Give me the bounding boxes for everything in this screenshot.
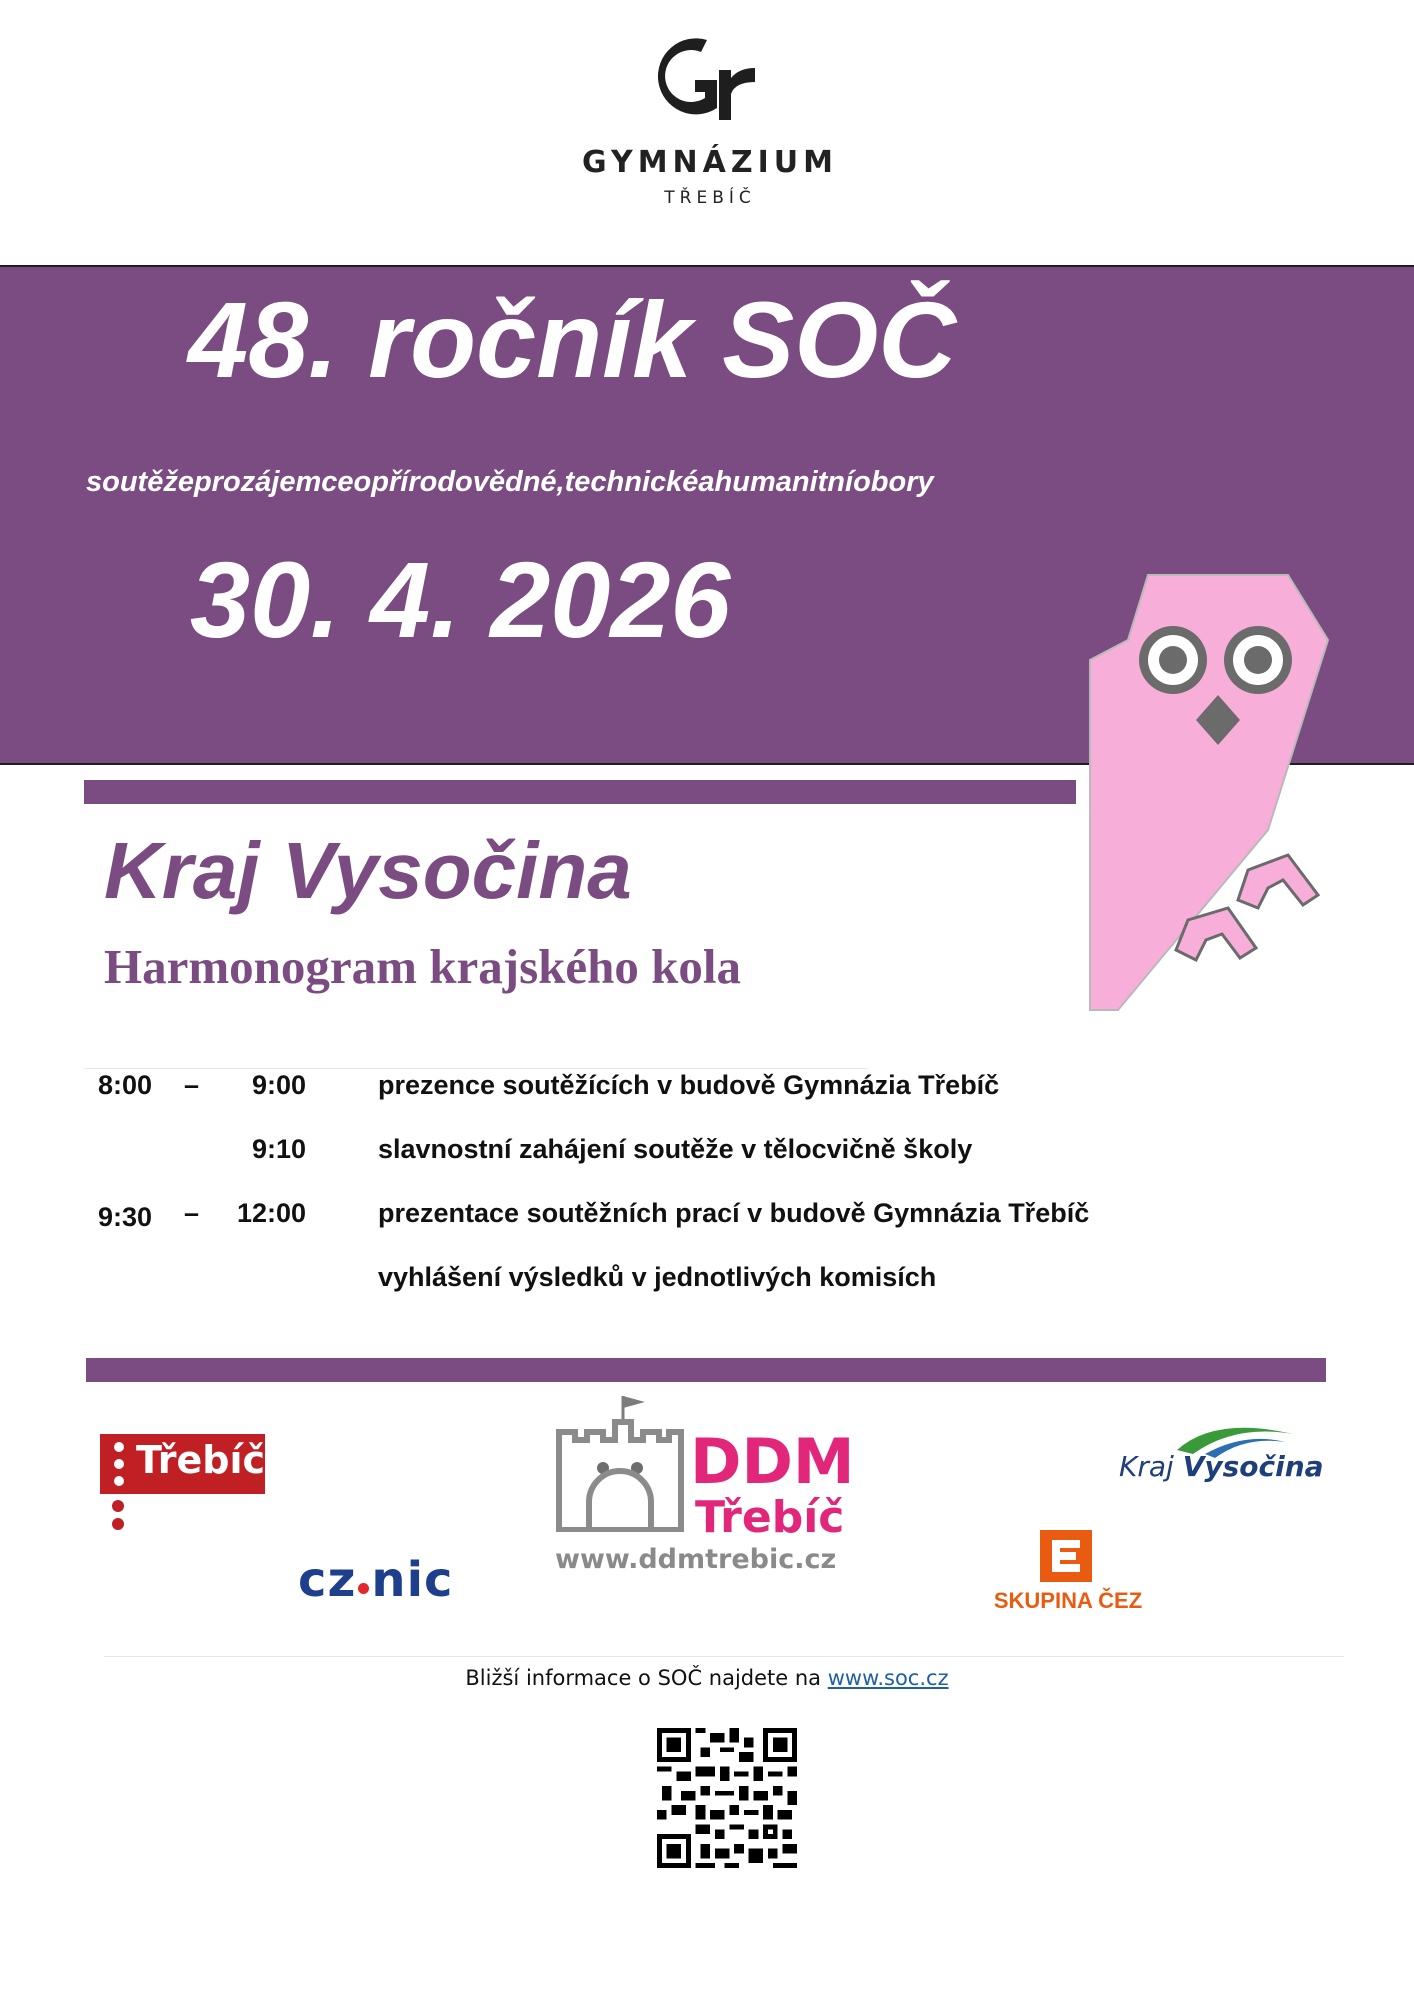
gymnazium-logo	[560, 30, 860, 220]
trebic-logo-text: Třebíč	[136, 1438, 266, 1482]
divider-bar-bottom	[86, 1358, 1326, 1382]
trebic-dot-icon	[114, 1459, 124, 1469]
tagline: soutěžeprozájemceopřírodovědné,technickéahumanitníobory	[86, 466, 934, 498]
schedule-end-time: 12:00	[236, 1198, 306, 1228]
owl-mascot-icon	[1088, 570, 1348, 1020]
school-city: TŘEBÍČ	[664, 188, 756, 208]
schedule-description: prezentace soutěžních prací v budově Gymnázia Třebíč	[378, 1198, 1090, 1228]
schedule-dash: –	[184, 1070, 200, 1100]
trebic-dot-icon	[112, 1518, 124, 1530]
schedule-start-time: 9:30	[98, 1202, 153, 1232]
ddm-url: www.ddmtrebic.cz	[555, 1544, 837, 1575]
school-name: GYMNÁZIUM	[582, 145, 838, 180]
cez-text: SKUPINA ČEZ	[993, 1588, 1143, 1613]
schedule-row	[0, 1198, 1414, 1238]
schedule-start-time: 8:00	[98, 1070, 153, 1100]
cznic-text-left: cz	[298, 1552, 357, 1608]
info-line	[0, 1666, 1414, 1690]
cez-logo-mark-icon	[1040, 1530, 1092, 1582]
schedule-rule	[84, 1068, 868, 1069]
region-title: Kraj Vysočina	[104, 826, 632, 915]
vysocina-text: Vysočina	[1182, 1450, 1324, 1483]
divider-bar-top	[84, 780, 1076, 804]
schedule-end-time: 9:10	[251, 1134, 306, 1164]
kraj-text: Kraj	[1119, 1450, 1174, 1483]
schedule-row	[0, 1262, 1414, 1302]
qr-code-icon	[657, 1728, 797, 1868]
schedule-row	[0, 1070, 1414, 1110]
schedule-description: prezence soutěžících v budově Gymnázia Třebíč	[378, 1070, 1000, 1100]
trebic-dot-icon	[114, 1476, 124, 1486]
soc-website-link[interactable]: www.soc.cz	[827, 1666, 949, 1690]
ddm-subtitle: Třebíč	[695, 1492, 845, 1543]
gymnazium-logo-mark-icon	[655, 30, 765, 130]
schedule-description: vyhlášení výsledků v jednotlivých komisích	[378, 1262, 937, 1292]
castle-icon	[555, 1392, 685, 1532]
schedule-end-time: 9:00	[251, 1070, 306, 1100]
ddm-trebic-logo	[555, 1392, 875, 1592]
schedule-dash: –	[184, 1198, 200, 1228]
trebic-dot-icon	[112, 1500, 124, 1512]
trebic-logo	[100, 1434, 270, 1534]
info-text: Bližší informace o SOČ najdete na	[465, 1666, 828, 1690]
footer-rule	[104, 1656, 1344, 1657]
event-date: 30. 4. 2026	[190, 539, 731, 660]
cez-logo	[988, 1530, 1148, 1620]
cznic-dot-icon	[358, 1583, 369, 1594]
kraj-vysocina-logo	[1115, 1420, 1324, 1500]
cznic-logo	[298, 1552, 453, 1608]
trebic-logo-box	[100, 1434, 265, 1494]
cznic-text-right: nic	[371, 1552, 454, 1608]
schedule-description: slavnostní zahájení soutěže v tělocvičně školy	[378, 1134, 973, 1164]
edition-title: 48. ročník SOČ	[188, 279, 957, 400]
schedule-heading: Harmonogram krajského kola	[104, 939, 741, 994]
schedule-row	[0, 1134, 1414, 1174]
ddm-title: DDM	[690, 1425, 855, 1498]
trebic-dot-icon	[114, 1442, 124, 1452]
